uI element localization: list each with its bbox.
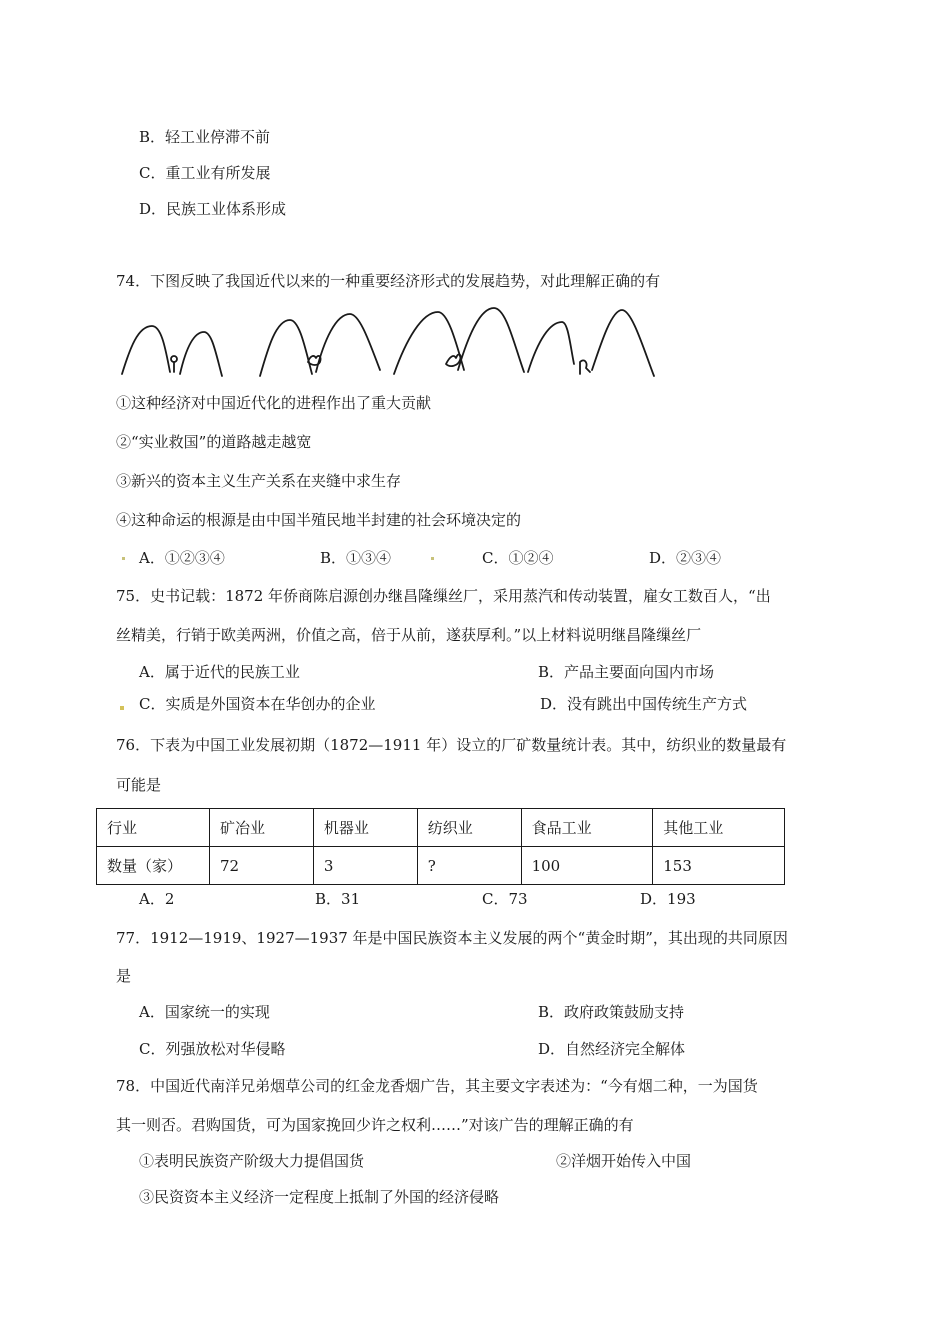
q78-item-3: ③民资资本主义经济一定程度上抵制了外国的经济侵略 [139, 1188, 500, 1206]
q75-option-d: D．没有跳出中国传统生产方式 [540, 695, 748, 713]
stray-mark [431, 557, 434, 560]
q74-item-4: ④这种命运的根源是由中国半殖民地半封建的社会环境决定的 [116, 511, 522, 529]
q74-item-3: ③新兴的资本主义生产关系在夹缝中求生存 [116, 472, 402, 490]
hills-sketch-figure [118, 300, 663, 380]
table-cell: 72 [210, 847, 314, 885]
q77-option-d: D．自然经济完全解体 [538, 1040, 686, 1058]
q74-option-a: A．①②③④ [139, 549, 225, 567]
table-cell: 行业 [97, 809, 210, 847]
q75-option-b: B．产品主要面向国内市场 [538, 663, 715, 681]
table-cell: ? [417, 847, 521, 885]
table-header-row [97, 809, 785, 847]
q78-item-1: ①表明民族资产阶级大力提倡国货 [139, 1152, 365, 1170]
q76-option-d: D．193 [640, 890, 696, 908]
q75-stem-line2: 丝精美，行销于欧美两洲，价值之高，倍于从前，遂获厚利。”以上材料说明继昌隆缫丝厂 [116, 626, 702, 644]
q75-option-c: C．实质是外国资本在华创办的企业 [139, 695, 376, 713]
table-cell: 数量（家） [97, 847, 210, 885]
q77-option-c: C．列强放松对华侵略 [139, 1040, 286, 1058]
table-cell: 其他工业 [653, 809, 785, 847]
table-cell: 机器业 [313, 809, 417, 847]
table-cell: 100 [521, 847, 653, 885]
q74-item-1: ①这种经济对中国近代化的进程作出了重大贡献 [116, 394, 432, 412]
q74-option-d: D．②③④ [649, 549, 722, 567]
stray-mark [120, 706, 124, 710]
table-cell: 矿冶业 [210, 809, 314, 847]
table-cell: 3 [313, 847, 417, 885]
q74-item-2: ②“实业救国”的道路越走越宽 [116, 433, 312, 451]
table-row [97, 847, 785, 885]
q76-option-c: C．73 [482, 890, 528, 908]
q74-option-b: B．①③④ [320, 549, 392, 567]
q77-stem-line2: 是 [116, 967, 132, 985]
q77-option-b: B．政府政策鼓励支持 [538, 1003, 685, 1021]
q78-stem-line2: 其一则否。君购国货，可为国家挽回少许之权利……”对该广告的理解正确的有 [116, 1116, 634, 1134]
q73-option-d: D．民族工业体系形成 [139, 200, 287, 218]
q76-option-b: B．31 [315, 890, 361, 908]
q76-stem-line2: 可能是 [116, 776, 162, 794]
q77-option-a: A．国家统一的实现 [139, 1003, 270, 1021]
q77-stem-line1: 77．1912—1919、1927—1937 年是中国民族资本主义发展的两个“黄金时期”，其出现的共同原因 [116, 929, 788, 947]
table-cell: 食品工业 [521, 809, 653, 847]
factory-count-table [96, 808, 785, 885]
q73-option-c: C．重工业有所发展 [139, 164, 271, 182]
q76-stem-line1: 76．下表为中国工业发展初期（1872—1911 年）设立的厂矿数量统计表。其中，纺织业的数量最有 [116, 736, 787, 754]
q73-option-b: B．轻工业停滞不前 [139, 128, 271, 146]
stray-mark [122, 557, 125, 560]
q76-option-a: A．2 [139, 890, 175, 908]
q78-stem-line1: 78．中国近代南洋兄弟烟草公司的红金龙香烟广告，其主要文字表述为：“今有烟二种，一为国货 [116, 1077, 758, 1095]
q74-option-c: C．①②④ [482, 549, 554, 567]
q75-option-a: A．属于近代的民族工业 [139, 663, 300, 681]
q74-stem: 74．下图反映了我国近代以来的一种重要经济形式的发展趋势，对此理解正确的有 [116, 272, 661, 290]
table-cell: 153 [653, 847, 785, 885]
q78-item-2: ②洋烟开始传入中国 [556, 1152, 692, 1170]
q75-stem-line1: 75．史书记载：1872 年侨商陈启源创办继昌隆缫丝厂，采用蒸汽和传动装置，雇女工数百人，“出 [116, 587, 771, 605]
table-cell: 纺织业 [417, 809, 521, 847]
